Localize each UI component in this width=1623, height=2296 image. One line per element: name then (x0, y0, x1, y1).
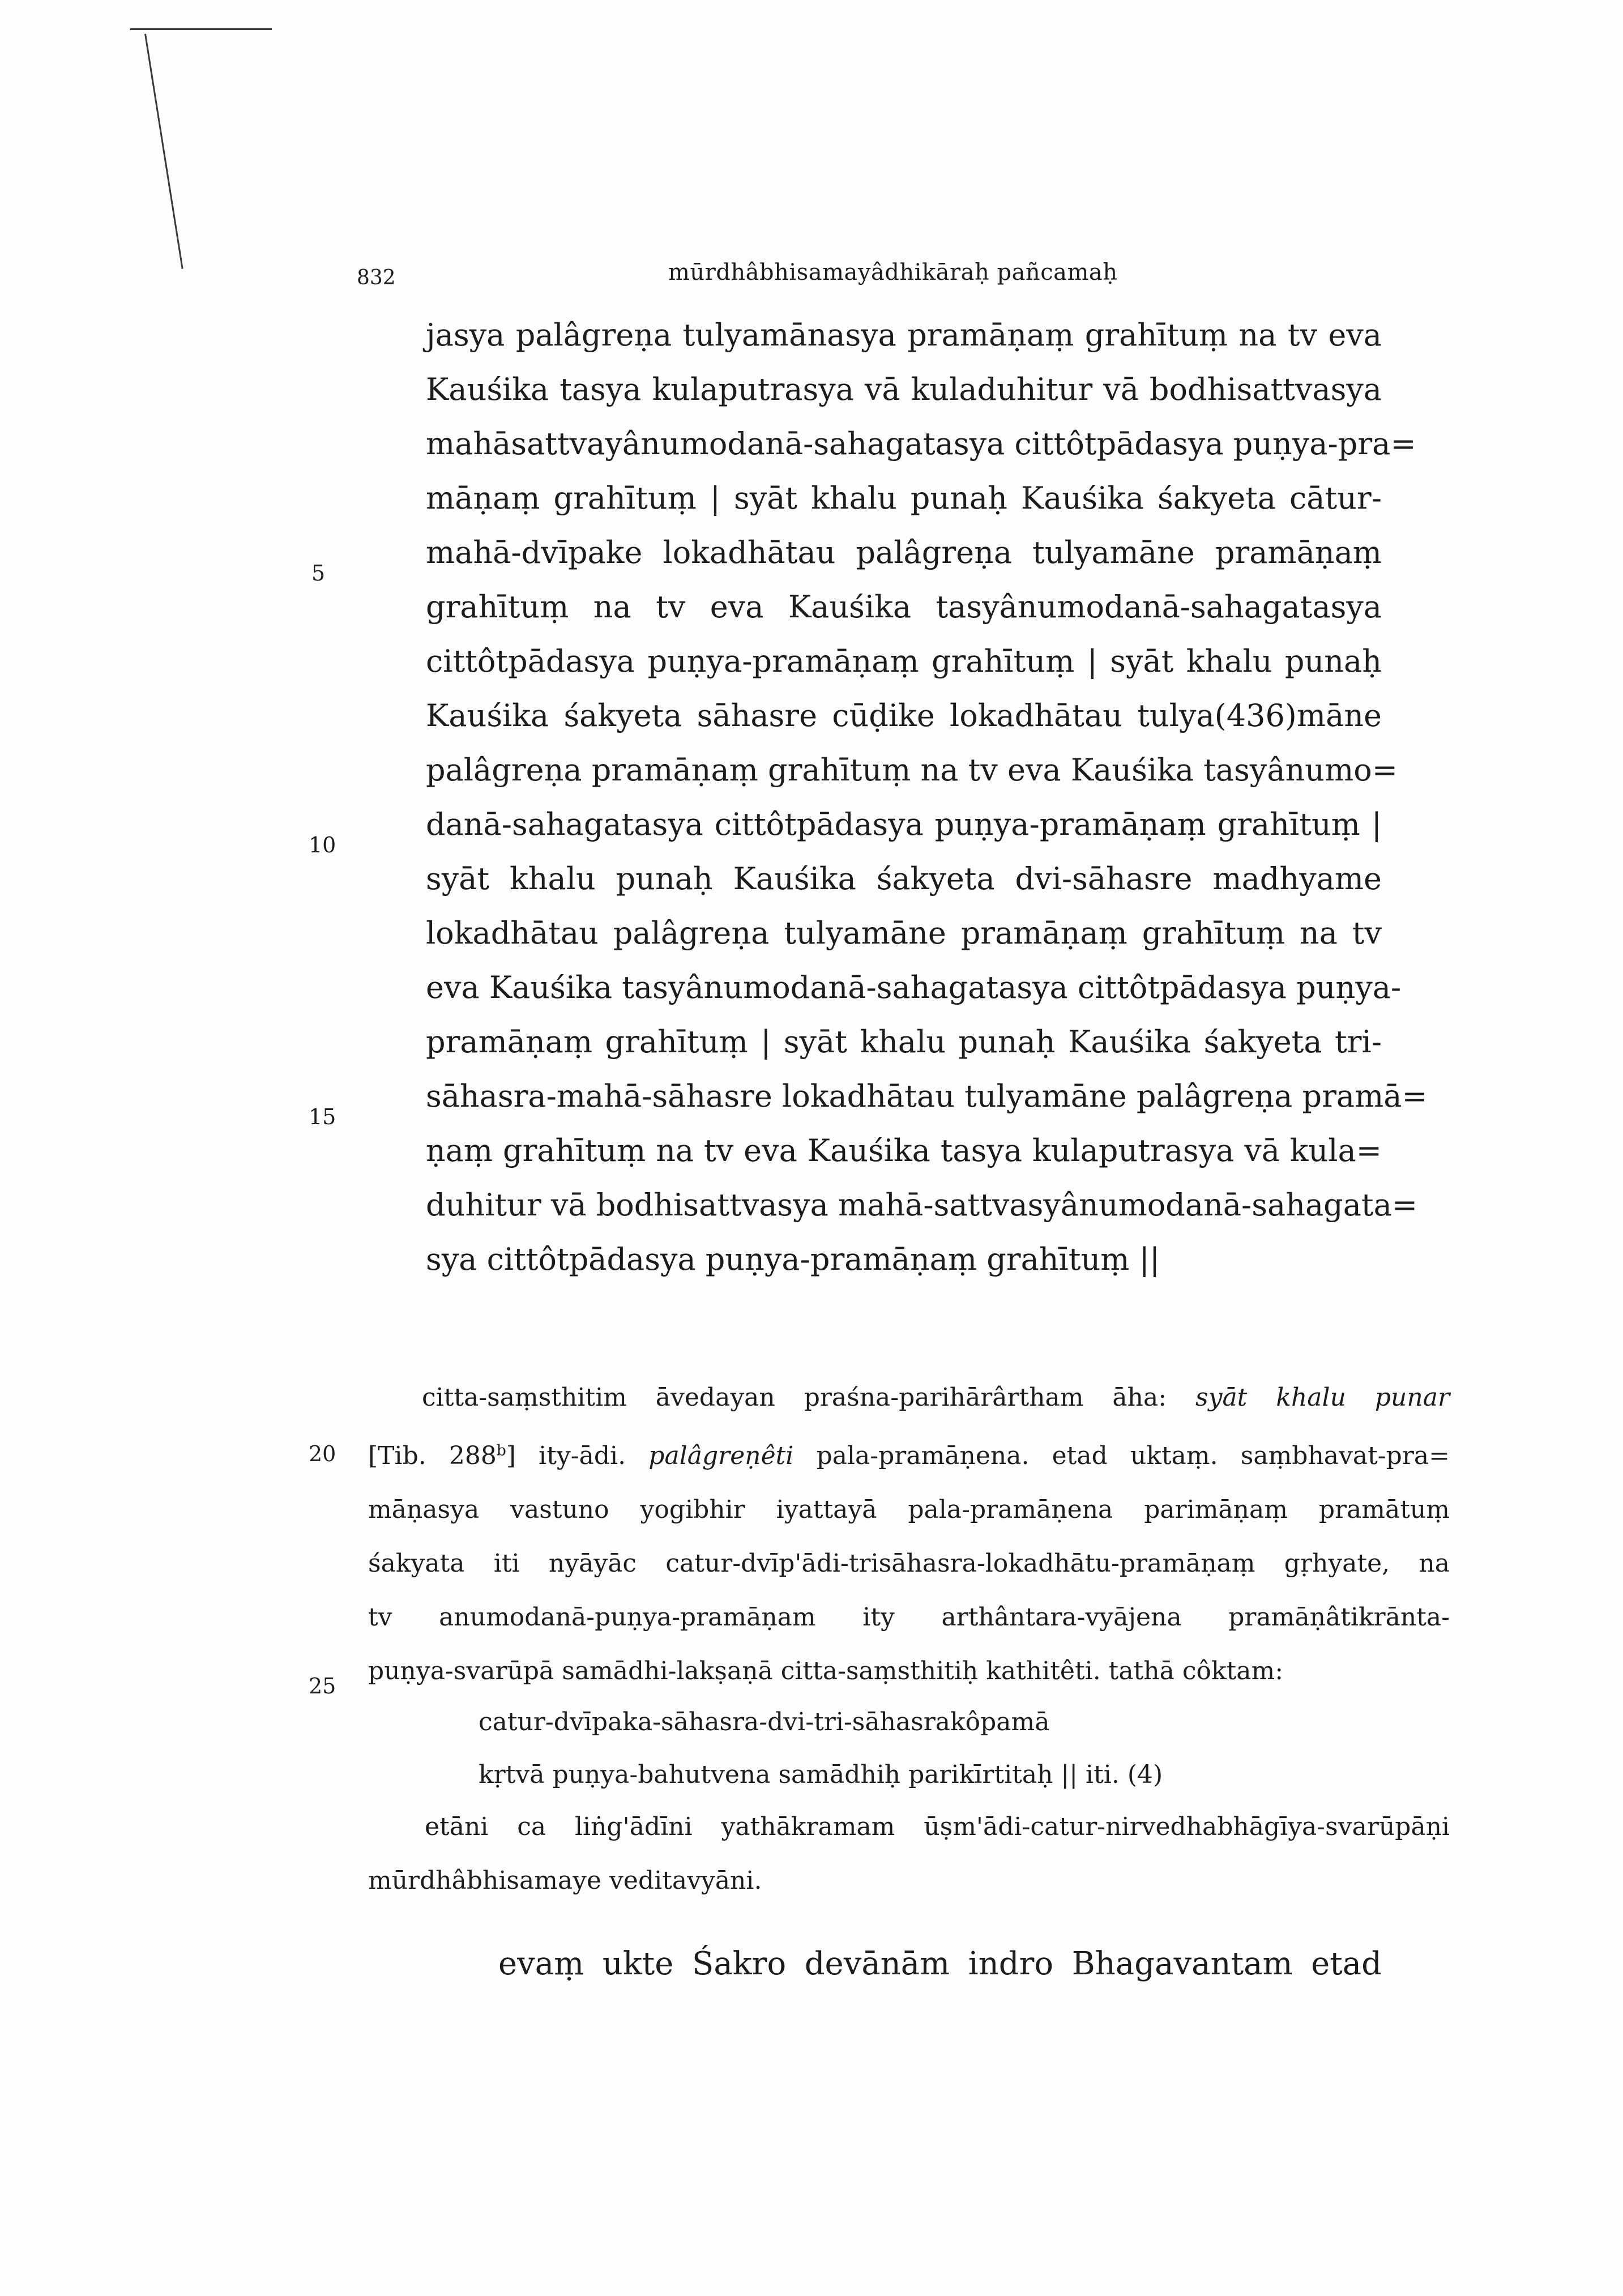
main-line: sya cittôtpādasya puṇya-pramāṇaṃ grahītuṃ || (426, 1241, 1160, 1277)
commentary-line (422, 1383, 1450, 1412)
running-title: mūrdhâbhisamayâdhikāraḥ pañcamaḥ (668, 259, 1118, 285)
main-line: lokadhātau palâgreṇa tulyamāne pramāṇaṃ grahītuṃ na tv (426, 915, 1382, 951)
line-number: 15 (309, 1104, 336, 1129)
line-number: 25 (309, 1674, 336, 1698)
commentary-line: puṇya-svarūpā samādhi-lakṣaṇā citta-saṃsthitiḥ kathitêti. tathā côktam: (368, 1657, 1284, 1685)
scan-edge-mark (144, 34, 183, 269)
main-line: mahā-dvīpake lokadhātau palâgreṇa tulyamāne pramāṇaṃ (426, 535, 1382, 570)
main-line: palâgreṇa pramāṇaṃ grahītuṃ na tv eva Kauśika tasyânumo= (426, 752, 1398, 788)
main-line: syāt khalu punaḥ Kauśika śakyeta dvi-sāhasre madhyame (426, 861, 1382, 897)
main-line: mahāsattvayânumodanā-sahagatasya cittôtpādasya puṇya-pra= (426, 426, 1416, 462)
main-line: danā-sahagatasya cittôtpādasya puṇya-pramāṇaṃ grahītuṃ | (426, 806, 1382, 842)
commentary-quote: syāt khalu punar (1195, 1383, 1450, 1412)
verse-line: kṛtvā puṇya-bahutvena samādhiḥ parikīrtitaḥ || iti. (4) (479, 1760, 1163, 1789)
line-number: 5 (311, 561, 326, 586)
tib-ref-close: ] ity-ādi. (506, 1441, 626, 1470)
commentary-line: tv anumodanā-puṇya-pramāṇam ity arthântara-vyājena pramāṇâtikrānta- (368, 1603, 1450, 1632)
line-number: 10 (309, 833, 336, 857)
scan-edge-mark (130, 28, 272, 30)
main-line: sāhasra-mahā-sāhasre lokadhātau tulyamāne palâgreṇa pramā= (426, 1078, 1428, 1114)
main-line: ṇaṃ grahītuṃ na tv eva Kauśika tasya kulaputrasya vā kula= (426, 1133, 1382, 1168)
line-number: 20 (309, 1441, 336, 1466)
commentary-line: mūrdhâbhisamaye veditavyāni. (368, 1866, 762, 1895)
main-line: pramāṇaṃ grahītuṃ | syāt khalu punaḥ Kauśika śakyeta tri- (426, 1024, 1382, 1060)
main-line: Kauśika śakyeta sāhasre cūḍike lokadhātau tulya(436)māne (426, 698, 1382, 733)
commentary-line: māṇasya vastuno yogibhir iyattayā pala-pramāṇena parimāṇaṃ pramātuṃ (368, 1495, 1450, 1524)
commentary-quote: palâgreṇêti (648, 1441, 794, 1470)
main-line: grahītuṃ na tv eva Kauśika tasyânumodanā-sahagatasya (426, 589, 1382, 625)
commentary-line (368, 1441, 1450, 1470)
page-number: 832 (357, 266, 396, 289)
main-line: Kauśika tasya kulaputrasya vā kuladuhitur vā bodhisattvasya (426, 372, 1382, 407)
tib-ref-sup: b (496, 1441, 506, 1459)
main-line: eva Kauśika tasyânumodanā-sahagatasya cittôtpādasya puṇya- (426, 970, 1402, 1005)
commentary-line: etāni ca liṅg'ādīni yathākramam ūṣm'ādi-catur-nirvedhabhāgīya-svarūpāṇi (425, 1812, 1450, 1841)
tib-ref: [Tib. 288 (368, 1441, 497, 1470)
commentary-text: pala-pramāṇena. etad uktaṃ. saṃbhavat-pra= (816, 1441, 1450, 1470)
commentary-line: śakyata iti nyāyāc catur-dvīp'ādi-trisāhasra-lokadhātu-pramāṇaṃ gṛhyate, na (368, 1549, 1450, 1578)
main-line: māṇaṃ grahītuṃ | syāt khalu punaḥ Kauśika śakyeta cātur- (426, 480, 1382, 516)
main-line: duhitur vā bodhisattvasya mahā-sattvasyânumodanā-sahagata= (426, 1187, 1418, 1223)
main-line-resumed: evaṃ ukte Śakro devānām indro Bhagavantam etad (498, 1945, 1382, 1982)
verse-line: catur-dvīpaka-sāhasra-dvi-tri-sāhasrakôpamā (479, 1708, 1050, 1736)
main-line: jasya palâgreṇa tulyamānasya pramāṇaṃ grahītuṃ na tv eva (426, 317, 1382, 353)
commentary-text: citta-saṃsthitim āvedayan praśna-parihārârtham āha: (422, 1383, 1167, 1412)
main-line: cittôtpādasya puṇya-pramāṇaṃ grahītuṃ | syāt khalu punaḥ (426, 643, 1382, 679)
